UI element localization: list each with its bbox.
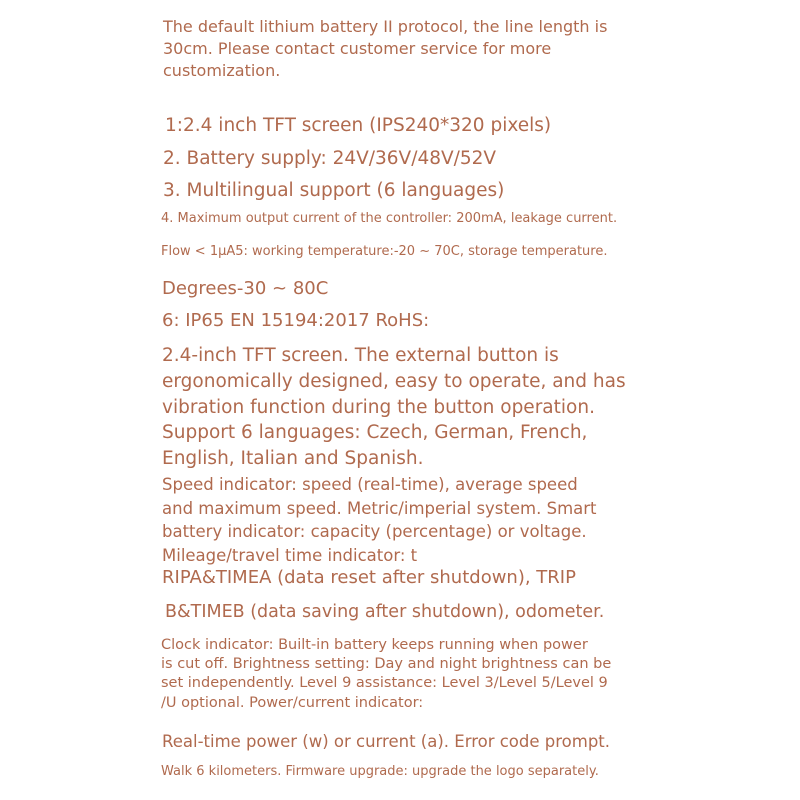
description-line: vibration function during the button operation. [162, 396, 595, 418]
description-line: Clock indicator: Built-in battery keeps running when power [161, 637, 588, 653]
walk-line: Walk 6 kilometers. Firmware upgrade: upgrade the logo separately. [161, 764, 599, 779]
spec-rating: 6: IP65 EN 15194:2017 RoHS: [162, 310, 430, 331]
description-line: battery indicator: capacity (percentage) or voltage. [162, 522, 587, 541]
spec-degrees: Degrees-30 ~ 80C [162, 278, 329, 299]
trip-a-line: RIPA&TIMEA (data reset after shutdown), TRIP [162, 567, 576, 588]
spec-screen: 1:2.4 inch TFT screen (IPS240*320 pixels) [165, 115, 552, 136]
spec-battery: 2. Battery supply: 24V/36V/48V/52V [163, 148, 497, 169]
description-line: Mileage/travel time indicator: t [162, 545, 418, 565]
description-line: 2.4-inch TFT screen. The external button is [162, 345, 559, 366]
description-line: /U optional. Power/current indicator: [161, 694, 424, 711]
trip-b-line: B&TIMEB (data saving after shutdown), odometer. [165, 602, 605, 622]
spec-flow: Flow < 1μA5: working temperature:-20 ~ 70C, storage temperature. [161, 244, 608, 259]
description-line: Speed indicator: speed (real-time), average speed [162, 475, 578, 494]
description-line: and maximum speed. Metric/imperial system. Smart [162, 498, 597, 518]
screen-description [162, 343, 626, 472]
intro-paragraph [163, 16, 607, 82]
speed-description [162, 473, 597, 567]
description-line: is cut off. Brightness setting: Day and night brightness can be [161, 656, 612, 673]
spec-current: 4. Maximum output current of the controller: 200mA, leakage current. [161, 211, 618, 226]
clock-description [161, 636, 611, 713]
description-line: Support 6 languages: Czech, German, French, [162, 422, 588, 444]
power-line: Real-time power (w) or current (a). Error code prompt. [162, 732, 611, 751]
intro-line: 30cm. Please contact customer service for more [163, 39, 552, 58]
description-line: set independently. Level 9 assistance: Level 3/Level 5/Level 9 [161, 675, 608, 692]
intro-line: customization. [163, 61, 281, 80]
spec-languages: 3. Multilingual support (6 languages) [163, 180, 505, 201]
description-line: English, Italian and Spanish. [162, 448, 424, 470]
intro-line: The default lithium battery II protocol, the line length is [163, 17, 608, 36]
description-line: ergonomically designed, easy to operate, and has [162, 370, 626, 392]
